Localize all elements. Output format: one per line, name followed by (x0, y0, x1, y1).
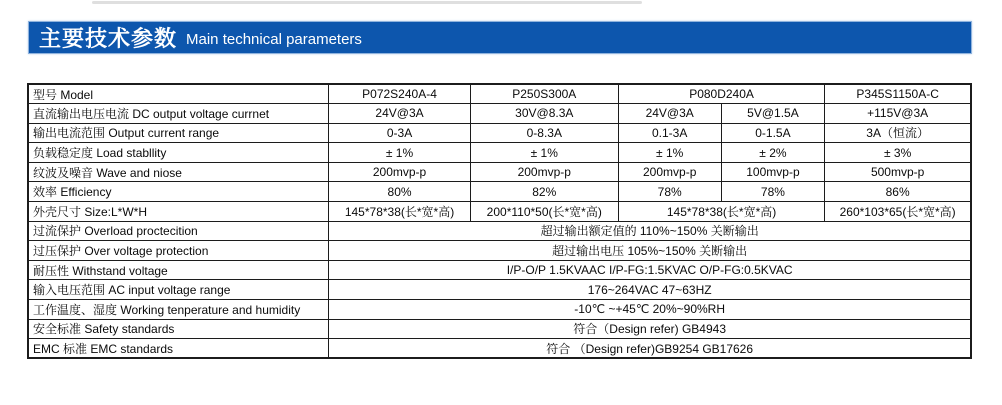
dc-output-cell-3a: 24V@3A (618, 104, 721, 124)
ripple-noise-cell-3a: 200mvp-p (618, 162, 721, 182)
size-cell-4: 260*103*65(长*宽*高) (825, 202, 971, 222)
table-row-size (28, 202, 971, 222)
dc-output-cell-4: +115V@3A (825, 104, 971, 124)
param-label-withstand: 耐压性 Withstand voltage (28, 260, 329, 280)
load-stability-cell-4: ± 3% (825, 143, 971, 163)
size-cell-3: 145*78*38(长*宽*高) (618, 202, 825, 222)
current-range-cell-3a: 0.1-3A (618, 123, 721, 143)
table-row-dc-output (28, 104, 971, 124)
efficiency-cell-2: 82% (470, 182, 618, 202)
current-range-cell-4: 3A（恒流） (825, 123, 971, 143)
overvoltage-value: 超过输出电压 105%~150% 关断输出 (329, 241, 971, 261)
table-row-emc (28, 339, 971, 359)
section-header-bar (28, 21, 972, 54)
param-label-ripple-noise: 纹波及噪音 Wave and niose (28, 162, 329, 182)
load-stability-cell-1: ± 1% (329, 143, 470, 163)
overload-value: 超过输出额定值的 110%~150% 关断输出 (329, 221, 971, 241)
table-row-current-range (28, 123, 971, 143)
table-row-ripple-noise (28, 162, 971, 182)
param-label-current-range: 输出电流范围 Output current range (28, 123, 329, 143)
dc-output-cell-3b: 5V@1.5A (721, 104, 825, 124)
parameters-table (27, 83, 972, 359)
table-row-model (28, 84, 971, 104)
temp-humidity-value: -10℃ ~+45℃ 20%~90%RH (329, 300, 971, 320)
current-range-cell-2: 0-8.3A (470, 123, 618, 143)
load-stability-cell-3b: ± 2% (721, 143, 825, 163)
table-row-ac-input (28, 280, 971, 300)
param-label-dc-output: 直流输出电压电流 DC output voltage currnet (28, 104, 329, 124)
dc-output-cell-1: 24V@3A (329, 104, 470, 124)
size-cell-1: 145*78*38(长*宽*高) (329, 202, 470, 222)
efficiency-cell-1: 80% (329, 182, 470, 202)
load-stability-cell-2: ± 1% (470, 143, 618, 163)
table-row-withstand (28, 260, 971, 280)
current-range-cell-3b: 0-1.5A (721, 123, 825, 143)
ripple-noise-cell-3b: 100mvp-p (721, 162, 825, 182)
table-row-load-stability (28, 143, 971, 163)
table-row-overload (28, 221, 971, 241)
emc-value: 符合 （Design refer)GB9254 GB17626 (329, 339, 971, 359)
param-label-ac-input: 输入电压范围 AC input voltage range (28, 280, 329, 300)
page-title-en: Main technical parameters (186, 30, 362, 48)
scan-artifact (92, 1, 642, 4)
page-title-zh: 主要技术参数 (39, 26, 178, 51)
param-label-overvoltage: 过压保护 Over voltage protection (28, 241, 329, 261)
efficiency-cell-3b: 78% (721, 182, 825, 202)
model-cell-4: P345S1150A-C (825, 84, 971, 104)
param-label-efficiency: 效率 Efficiency (28, 182, 329, 202)
table-row-overvoltage (28, 241, 971, 261)
safety-value: 符合（Design refer) GB4943 (329, 319, 971, 339)
param-label-load-stability: 负载稳定度 Load stabllity (28, 143, 329, 163)
table-row-safety (28, 319, 971, 339)
param-label-model: 型号 Model (28, 84, 329, 104)
current-range-cell-1: 0-3A (329, 123, 470, 143)
table-row-temp-humidity (28, 300, 971, 320)
ripple-noise-cell-4: 500mvp-p (825, 162, 971, 182)
load-stability-cell-3a: ± 1% (618, 143, 721, 163)
ripple-noise-cell-1: 200mvp-p (329, 162, 470, 182)
param-label-overload: 过流保护 Overload proctecition (28, 221, 329, 241)
model-cell-2: P250S300A (470, 84, 618, 104)
ripple-noise-cell-2: 200mvp-p (470, 162, 618, 182)
param-label-temp-humidity: 工作温度、湿度 Working tenperature and humidity (28, 300, 329, 320)
ac-input-value: 176~264VAC 47~63HZ (329, 280, 971, 300)
param-label-emc: EMC 标准 EMC standards (28, 339, 329, 359)
param-label-safety: 安全标准 Safety standards (28, 319, 329, 339)
size-cell-2: 200*110*50(长*宽*高) (470, 202, 618, 222)
model-cell-3: P080D240A (618, 84, 825, 104)
efficiency-cell-3a: 78% (618, 182, 721, 202)
efficiency-cell-4: 86% (825, 182, 971, 202)
withstand-value: I/P-O/P 1.5KVAAC I/P-FG:1.5KVAC O/P-FG:0.5KVAC (329, 260, 971, 280)
model-cell-1: P072S240A-4 (329, 84, 470, 104)
param-label-size: 外壳尺寸 Size:L*W*H (28, 202, 329, 222)
table-row-efficiency (28, 182, 971, 202)
dc-output-cell-2: 30V@8.3A (470, 104, 618, 124)
